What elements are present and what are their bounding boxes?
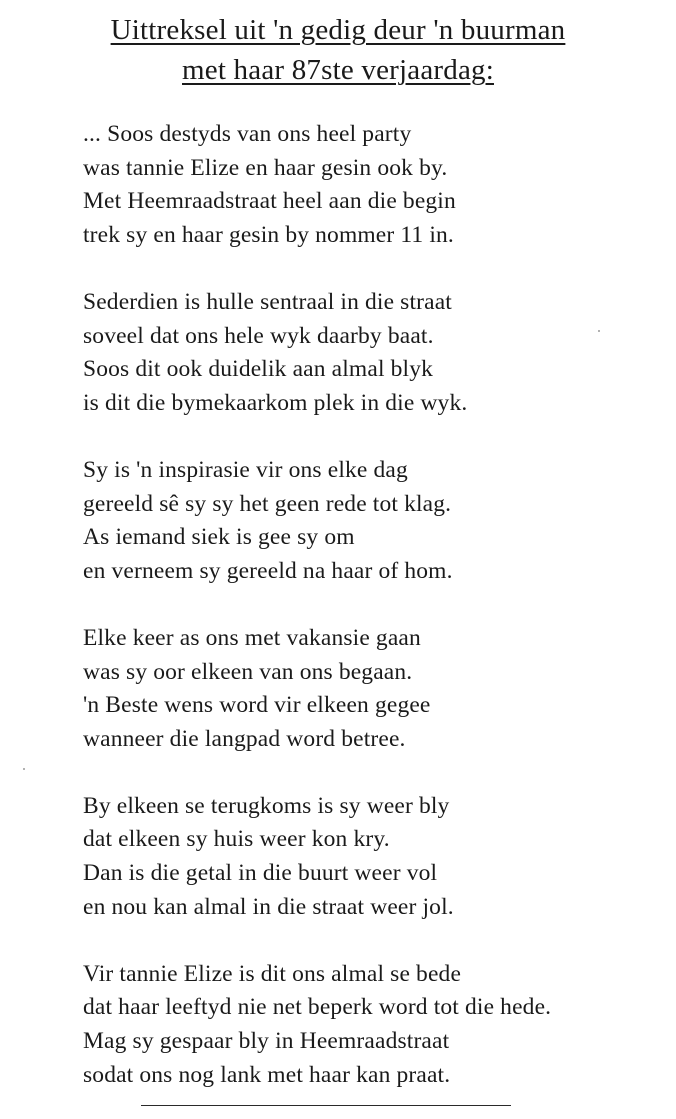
poem-line: Met Heemraadstraat heel aan die begin xyxy=(83,188,456,215)
closing-divider xyxy=(141,1105,511,1106)
poem-line: As iemand siek is gee sy om xyxy=(83,524,355,551)
title-line-2: met haar 87ste verjaardag: xyxy=(182,54,494,86)
poem-line: dat elkeen sy huis weer kon kry. xyxy=(83,826,390,853)
stanza-3 xyxy=(83,454,663,588)
document-title xyxy=(0,10,676,90)
poem-line: gereeld sê sy sy het geen rede tot klag. xyxy=(83,490,452,517)
poem-line: Dan is die getal in die buurt weer vol xyxy=(83,860,438,887)
poem-line: was sy oor elkeen van ons begaan. xyxy=(83,658,413,685)
poem-line: Mag sy gespaar bly in Heemraadstraat xyxy=(83,1028,450,1055)
scan-speck xyxy=(23,768,25,770)
poem-body xyxy=(83,118,663,1092)
poem-line: is dit die bymekaarkom plek in die wyk. xyxy=(83,389,468,416)
poem-line: Soos dit ook duidelik aan almal blyk xyxy=(83,356,434,383)
poem-line: Sederdien is hulle sentraal in die straat xyxy=(83,288,452,315)
poem-line: soveel dat ons hele wyk daarby baat. xyxy=(83,322,434,349)
stanza-1 xyxy=(83,118,663,252)
poem-line: en verneem sy gereeld na haar of hom. xyxy=(83,557,453,584)
poem-line: dat haar leeftyd nie net beperk word tot die hede. xyxy=(83,994,552,1021)
poem-line: 'n Beste wens word vir elkeen gegee xyxy=(83,692,431,719)
scan-speck xyxy=(598,330,600,332)
stanza-6 xyxy=(83,958,663,1092)
stanza-5 xyxy=(83,790,663,924)
poem-line: trek sy en haar gesin by nommer 11 in. xyxy=(83,221,454,248)
poem-line: ... Soos destyds van ons heel party xyxy=(83,121,412,147)
poem-line: Sy is 'n inspirasie vir ons elke dag xyxy=(83,456,408,483)
poem-line: en nou kan almal in die straat weer jol. xyxy=(83,893,454,920)
poem-line: By elkeen se terugkoms is sy weer bly xyxy=(83,792,450,819)
stanza-4 xyxy=(83,622,663,756)
title-line-1: Uittreksel uit 'n gedig deur 'n buurman xyxy=(110,14,566,46)
poem-line: wanneer die langpad word betree. xyxy=(83,725,406,752)
poem-line: was tannie Elize en haar gesin ook by. xyxy=(83,154,448,181)
poem-line: Vir tannie Elize is dit ons almal se bede xyxy=(83,960,462,987)
poem-line: Elke keer as ons met vakansie gaan xyxy=(83,624,421,651)
stanza-2 xyxy=(83,286,663,420)
poem-line: sodat ons nog lank met haar kan praat. xyxy=(83,1061,451,1088)
